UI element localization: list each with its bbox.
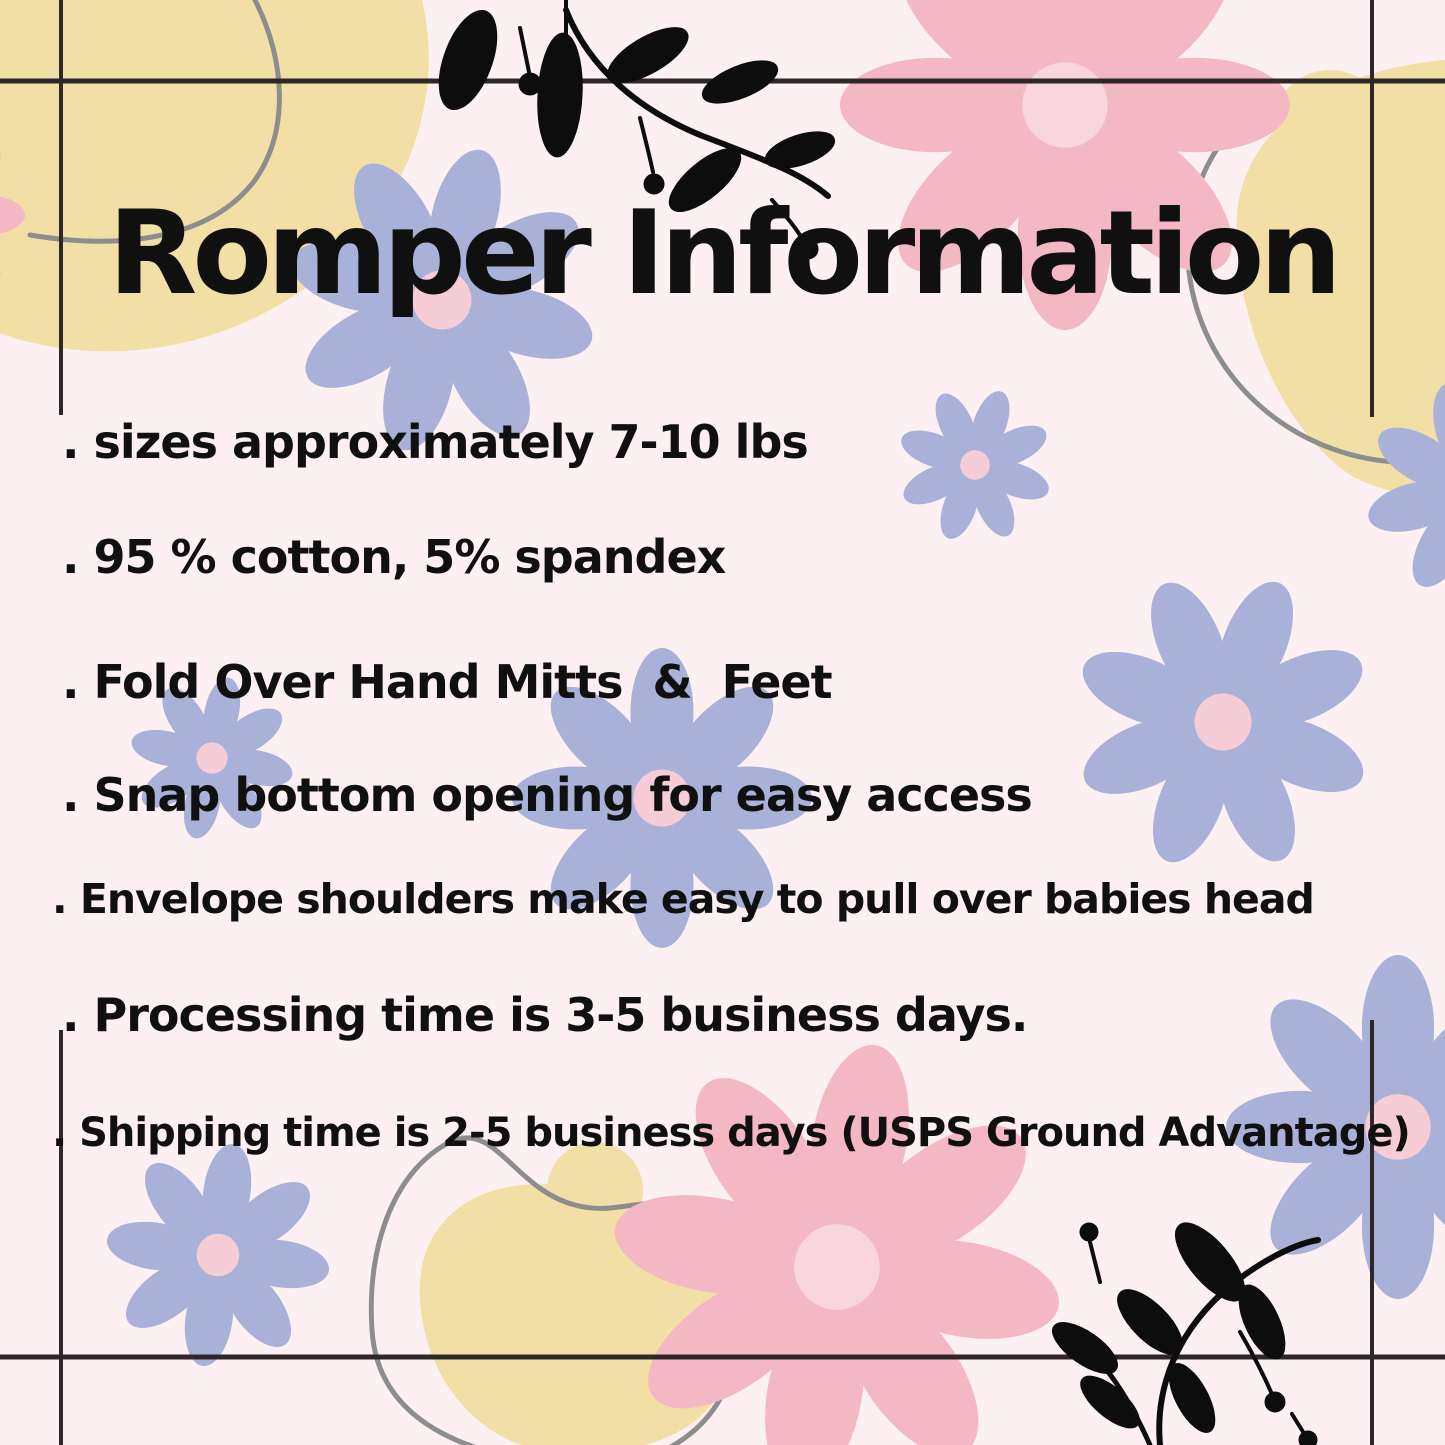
page-title: Romper Information <box>108 186 1337 321</box>
bullet-line-sizes: . sizes approximately 7-10 lbs <box>62 415 808 469</box>
bullet-line-fabric: . 95 % cotton, 5% spandex <box>62 530 726 584</box>
bullet-line-shoulders: . Envelope shoulders make easy to pull over babies head <box>52 875 1314 923</box>
bullet-line-processing: . Processing time is 3-5 business days. <box>62 988 1028 1042</box>
bullet-line-snaps: . Snap bottom opening for easy access <box>62 768 1032 822</box>
bullet-line-mitts: . Fold Over Hand Mitts & Feet <box>62 655 832 709</box>
bullet-line-shipping: . Shipping time is 2-5 business days (USPS Ground Advantage) <box>52 1110 1410 1156</box>
